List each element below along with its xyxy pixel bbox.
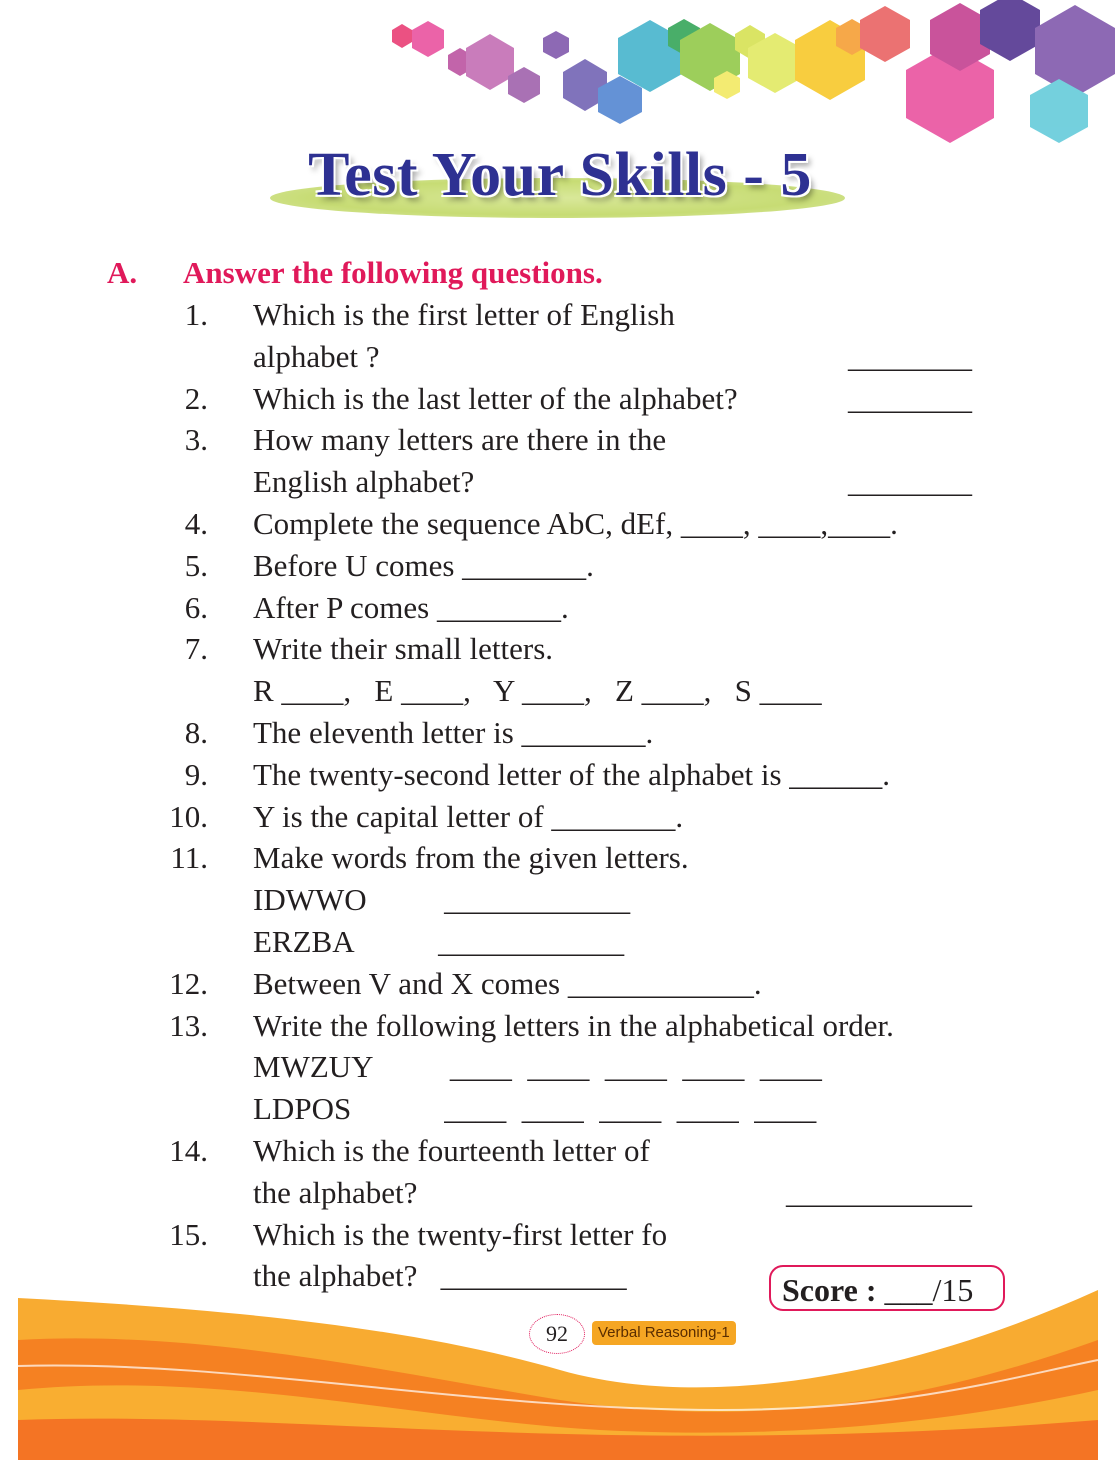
question-text: Y is the capital letter of ________. [253, 798, 684, 834]
question-number: 4. [184, 506, 208, 541]
answer-blank[interactable]: ________ [848, 338, 972, 374]
question-number: 12. [169, 965, 208, 1001]
question-text: ERZBA ____________ [253, 924, 625, 959]
question-number: 14. [169, 1133, 208, 1168]
question-number: 15. [169, 1216, 208, 1252]
question-text: English alphabet? [253, 464, 475, 500]
section-letter: A. [107, 255, 138, 290]
question-number: 9. [184, 756, 208, 792]
answer-blank[interactable]: ________ [848, 380, 972, 416]
question-number: 13. [169, 1007, 208, 1043]
page-title: Test Your Skills - 5 [308, 141, 812, 209]
question-text: Write the following letters in the alphabetical order. [253, 1007, 894, 1043]
question-text: Between V and X comes ____________. [253, 965, 762, 1001]
title-banner [270, 140, 850, 230]
question-text: Which is the first letter of English [253, 297, 675, 332]
score-label: Score : [782, 1272, 877, 1308]
question-number: 2. [184, 380, 208, 416]
question-text: the alphabet? ____________ [253, 1258, 627, 1294]
question-text: Write their small letters. [253, 631, 554, 667]
question-text: Before U comes ________. [253, 547, 594, 583]
score-value: ___/15 [876, 1272, 974, 1308]
question-text: Make words from the given letters. [253, 840, 689, 876]
question-number: 10. [169, 798, 208, 834]
question-text: Which is the twenty-first letter fo [253, 1216, 668, 1252]
hexagon-decoration [0, 0, 1116, 150]
question-text: After P comes ________. [253, 589, 569, 625]
question-number: 1. [184, 297, 208, 332]
question-text: alphabet ? [253, 338, 380, 374]
question-text: IDWWO ____________ [253, 882, 631, 918]
question-text: The eleventh letter is ________. [253, 715, 654, 750]
question-text: The twenty-second letter of the alphabet is ______. [253, 756, 891, 792]
answer-blank[interactable]: ________ [848, 464, 972, 500]
question-text: How many letters are there in the [253, 422, 667, 458]
question-number: 6. [184, 589, 208, 625]
question-text: R ____, E ____, Y ____, Z ____, S ____ [253, 673, 822, 709]
answer-blank[interactable]: ____________ [786, 1174, 972, 1210]
question-number: 3. [184, 422, 208, 458]
question-text: MWZUY ____ ____ ____ ____ ____ [253, 1049, 822, 1085]
question-text: Which is the last letter of the alphabet? [253, 380, 738, 416]
book-title-tag: Verbal Reasoning-1 [592, 1321, 736, 1345]
section-heading [107, 252, 603, 294]
question-number: 5. [184, 547, 208, 583]
question-text: the alphabet? [253, 1174, 418, 1210]
question-number: 8. [184, 715, 208, 750]
question-text: Which is the fourteenth letter of [253, 1133, 650, 1168]
question-number: 7. [184, 631, 208, 667]
question-text: Complete the sequence AbC, dEf, ____, ____,____. [253, 506, 898, 541]
question-number: 11. [170, 840, 208, 876]
section-heading-text: Answer the following questions. [183, 255, 603, 290]
question-text: LDPOS ____ ____ ____ ____ ____ [253, 1091, 817, 1127]
wave-decoration [0, 1270, 1116, 1476]
page-number: 92 [529, 1314, 585, 1354]
